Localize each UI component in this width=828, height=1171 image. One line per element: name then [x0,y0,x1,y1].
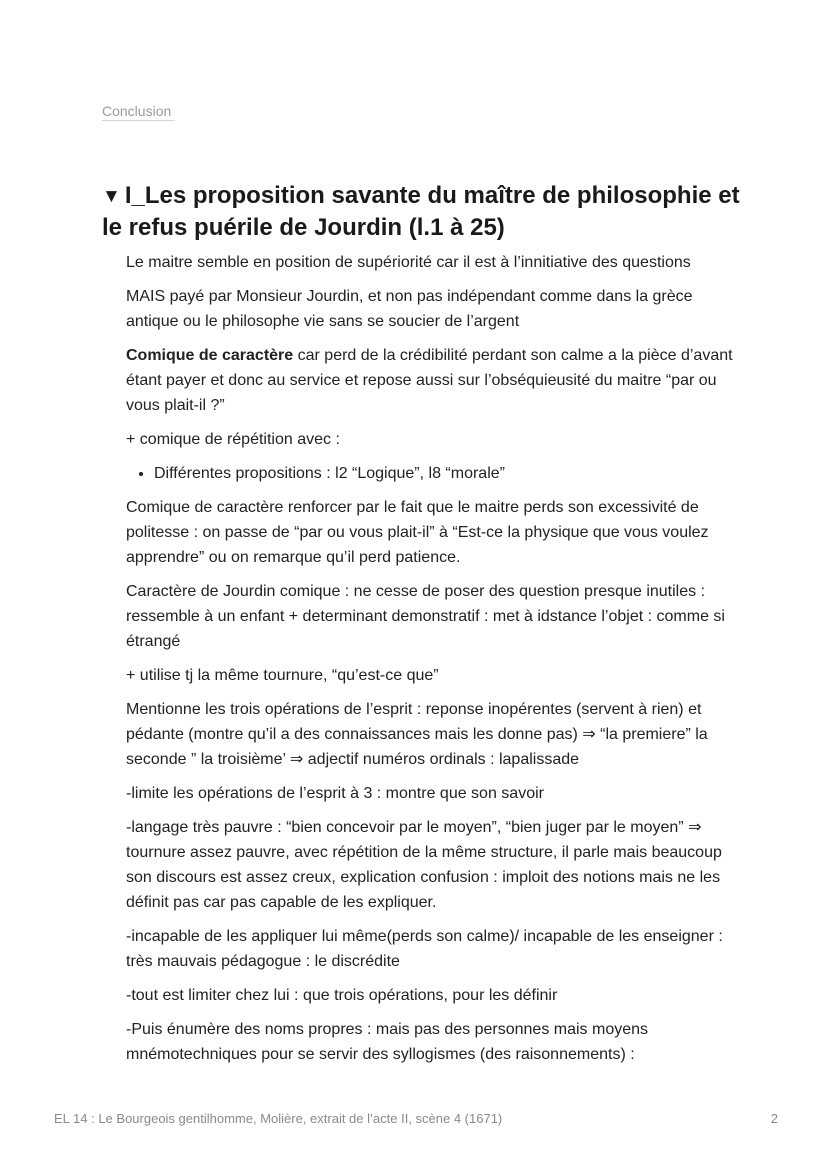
section-heading-text: I_Les proposition savante du maître de philosophie et le refus puérile de Jourdin (l.1 à 25) [102,182,740,241]
page-footer [54,1111,778,1126]
paragraph-6: Caractère de Jourdin comique : ne cesse de poser des question presque inutiles : ressemble à un enfant + determinant demonstratif : met à idstance l’objet : comme si étrangé [126,583,725,650]
paragraph-8: Mentionne les trois opérations de l’esprit : reponse inopérentes (servent à rien) et pédante (montre qu’il a des connaissances mais les donne pas) ⇒ “la premiere” la seconde ” la troisième’ ⇒ adjectif numéros ordinals : lapalissade [126,701,708,768]
paragraph-11: -incapable de les appliquer lui même(perds son calme)/ incapable de les enseigner : très mauvais pédagogue : le discrédite [126,928,723,970]
paragraph-10: -langage très pauvre : “bien concevoir par le moyen”, “bien juger par le moyen” ⇒ tournure assez pauvre, avec répétition de la même structure, il parle mais beaucoup son discours est assez creux, explication confusion : imploit des notions mais ne les définit pas car pas capable de les expliquer. [126,819,722,911]
paragraph-2: MAIS payé par Monsieur Jourdin, et non pas indépendant comme dans la grèce antique ou le philosophe vie sans se soucier de l’argent [126,288,693,330]
paragraph-3-text: car perd de la crédibilité perdant son calme a la pièce d’avant étant payer et donc au service et repose aussi sur l’obséquieusité du maitre “par ou vous plait-il ?” [126,347,733,414]
paragraph-13: -Puis énumère des noms propres : mais pas des personnes mais moyens mnémotechniques pour se servir des syllogismes (des raisonnements) : [126,1021,649,1063]
paragraph-9: -limite les opérations de l’esprit à 3 : montre que son savoir [126,785,544,802]
bold-term: Comique de caractère [126,347,294,364]
paragraph-1: Le maitre semble en position de supériorité car il est à l’innitiative des questions [126,254,691,271]
section-content [126,250,736,1076]
paragraph-7: + utilise tj la même tournure, “qu’est-ce que” [126,667,439,684]
footer-title: EL 14 : Le Bourgeois gentilhomme, Molière, extrait de l’acte II, scène 4 (1671) [54,1111,503,1126]
collapse-triangle-icon[interactable]: ▼ [102,186,121,207]
page-number: 2 [770,1111,778,1126]
list-item: • Différentes propositions : l2 “Logique”, l8 “morale” [154,461,736,486]
conclusion-link[interactable]: Conclusion [102,103,175,121]
paragraph-3 [126,343,736,418]
paragraph-4: + comique de répétition avec : [126,431,340,448]
paragraph-5: Comique de caractère renforcer par le fait que le maitre perds son excessivité de politesse : on passe de “par ou vous plait-il” à “Est-ce la physique que vous voulez apprendre” ou on remarque qu’il perd patience. [126,499,709,566]
section-heading [102,180,752,243]
paragraph-12: -tout est limiter chez lui : que trois opérations, pour les définir [126,987,558,1004]
bullet-list [126,461,736,486]
